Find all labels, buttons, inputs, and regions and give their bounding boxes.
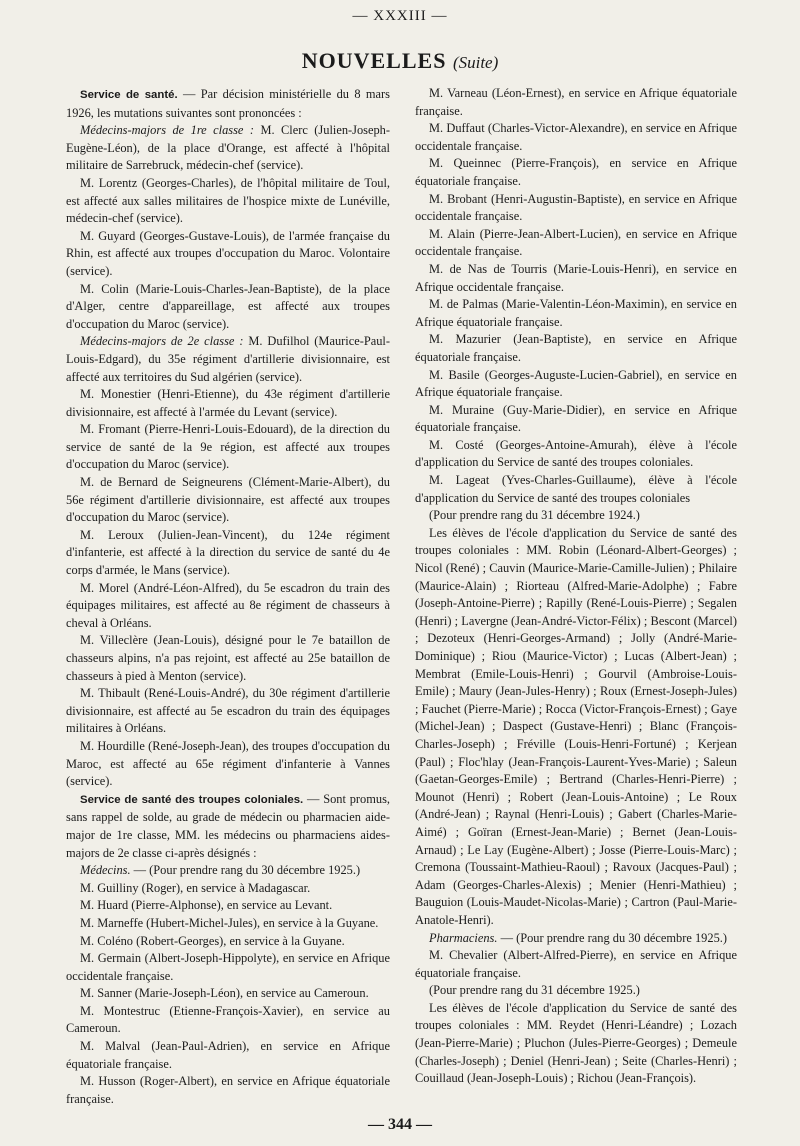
paragraph	[66, 86, 390, 122]
paragraph: M. Guilliny (Roger), en service à Madagascar.	[80, 880, 311, 895]
paragraph: M. Leroux (Julien-Jean-Vincent), du 124e régiment d'infanterie, est affecté à la direction du service de santé du 4e corps d'armée, le Mans (service).	[66, 527, 390, 578]
paragraph-text: M. Dufilhol (Maurice-Paul-Louis-Edgard), du 35e régiment d'artillerie divisionnaire, est affecté aux territoires du Sud algérien (service).	[66, 334, 390, 384]
paragraph: M. Malval (Jean-Paul-Adrien), en service en Afrique équatoriale française.	[66, 1039, 390, 1071]
paragraph: M. Thibault (René-Louis-André), du 30e régiment d'artillerie divisionnaire, est affecté au 5e escadron du train des équipages militaires à Orléans.	[66, 686, 390, 736]
paragraph: M. Chevalier (Albert-Alfred-Pierre), en service en Afrique équatoriale française.	[415, 948, 737, 980]
paragraph: M. Monestier (Henri-Etienne), du 43e régiment d'artillerie divisionnaire, est affecté à l'armée du Levant (service).	[66, 387, 390, 419]
paragraph: M. de Palmas (Marie-Valentin-Léon-Maximin), en service en Afrique équatoriale française.	[415, 297, 737, 329]
paragraph: M. Fromant (Pierre-Henri-Louis-Edouard), de la direction du service de santé de la 9e région, est affecté aux troupes d'occupation du Maroc (service).	[66, 422, 390, 472]
paragraph	[66, 333, 390, 386]
paragraph: M. Huard (Pierre-Alphonse), en service au Levant.	[80, 898, 333, 913]
page-number: — 344 —	[368, 1116, 432, 1133]
paragraph: M. de Nas de Tourris (Marie-Louis-Henri), en service en Afrique occidentale française.	[415, 261, 737, 294]
paragraph: M. Sanner (Marie-Joseph-Léon), en service au Cameroun.	[80, 986, 369, 1001]
paragraph-text: — (Pour prendre rang du 30 décembre 1925.)	[497, 930, 727, 945]
paragraph: (Pour prendre rang du 31 décembre 1925.)	[429, 983, 640, 998]
paragraph: M. Queinnec (Pierre-François), en service en Afrique équatoriale française.	[415, 156, 737, 188]
section-title	[0, 48, 800, 74]
paragraph	[66, 862, 390, 880]
paragraph: M. Guyard (Georges-Gustave-Louis), de l'armée française du Rhin, est affecté aux troupes d'occupation du Maroc. Volontaire (service).	[66, 228, 390, 278]
paragraph-italic: Pharmaciens.	[429, 930, 498, 945]
roman-page-number: — XXXIII —	[352, 8, 448, 24]
paragraph: M. Villeclère (Jean-Louis), désigné pour le 7e bataillon de chasseurs alpins, n'a pas rejoint, est affecté au 25e bataillon de chasseurs à pied à Menton (service).	[66, 633, 390, 683]
paragraph-italic: Médecins-majors de 2e classe :	[80, 334, 244, 349]
paragraph: M. Colin (Marie-Louis-Charles-Jean-Baptiste), de la place d'Alger, centre d'appareillage, est affecté aux troupes d'occupation du Maroc (service).	[66, 281, 390, 331]
paragraph-text: — Sont promus, sans rappel de solde, au grade de médecin ou pharmacien aide-major de 1re classe, MM. les médecins ou pharmaciens aides-majors de 2e classe ci-après désignés :	[66, 791, 390, 860]
paragraph	[66, 122, 390, 175]
paragraph: M. Morel (André-Léon-Alfred), du 5e escadron du train des équipages militaires, est affecté au 8e régiment de chasseurs à cheval à Orléans.	[66, 580, 390, 630]
paragraph: M. Hourdille (René-Joseph-Jean), des troupes d'occupation du Maroc, est affecté au 65e régiment d'infanterie à Vannes (service).	[66, 738, 390, 789]
paragraph: M. Coléno (Robert-Georges), en service à la Guyane.	[80, 933, 345, 948]
paragraph: M. Muraine (Guy-Marie-Didier), en service en Afrique équatoriale française.	[415, 402, 737, 435]
paragraph-text: — Par décision ministérielle du 8 mars 1926, les mutations suivantes sont prononcées :	[66, 87, 390, 120]
paragraph	[415, 930, 737, 948]
paragraph: Les élèves de l'école d'application du Service de santé des troupes coloniales : MM. Reydet (Henri-Léandre) ; Lozach (Jean-Pierre-Marie) ; Pluchon (Jules-Pierre-Georges) ; Demeule (Charles-Joseph) ; Deniel (Henri-Jean) ; Seite (Charles-Henri) ; Couillaud (Jean-Joseph-Louis) ; Richou (Jean-François).	[415, 1000, 737, 1086]
paragraph-heading: Service de santé.	[80, 89, 178, 101]
paragraph: Les élèves de l'école d'application du Service de santé des troupes coloniales : MM. Robin (Léonard-Albert-Georges) ; Nicol (René) ; Cauvin (Maurice-Marie-Camille-Julien) ; Philaire (Maurice-Alain) ; Riorteau (Alfred-Marie-Adolphe) ; Fabre (Joseph-Antoine-Pierre) ; Rapilly (René-Louis-Pierre) ; Segalen (Henri) ; Lavergne (Jean-André-Victor-Félix) ; Bescont (Marcel) ; Dezoteux (Henri-Georges-Armand) ; Jolly (André-Marie-Dominique) ; Riou (Maurice-Victor) ; Lucas (Albert-Jean) ; Membrat (Emile-Louis-Henri) ; Gourvil (Ambroise-Louis-Emile) ; Maury (Jean-Jules-Henry) ; Roux (Ernest-Joseph-Jules) ; Fauchet (Pierre-Marie) ; Rocca (Victor-François-Ernest) ; Gaye (Michel-Jean) ; Daspect (Gustave-Henri) ; Blanc (François-Charles-Joseph) ; Fréville (Louis-Henri-Fortuné) ; Kerjean (Paul) ; Floc'hlay (Jean-François-Laurent-Yves-Marie) ; Saleun (Gaetan-Georges-Emile) ; Bertrand (Charles-Henri-Pierre) ; Mounot (Henri) ; Robert (Jean-Louis-Antoine) ; Le Roux (André-Jean) ; Raynal (Henri-Louis) ; Gabert (Charles-Marie-Aimé) ; Goïran (Ernest-Jean-Marie) ; Bernet (Jean-Louis-Arnaud) ; Le Lay (Eugène-Albert) ; Josse (Pierre-Louis-Marc) ; Cremona (Toussaint-Mathieu-Raoul) ; Ravoux (Jacques-Paul) ; Adam (Georges-Charles-Alexis) ; Menier (Henri-Mathieu) ; Bauguion (Louis-Maudet-Nicolas-Marie) ; Cartron (Paul-Marie-Anatole-Henri).	[415, 525, 737, 927]
title-main: NOUVELLES	[301, 48, 447, 73]
paragraph-italic: Médecins-majors de 1re classe :	[80, 123, 254, 138]
paragraph: M. Costé (Georges-Antoine-Amurah), élève à l'école d'application du Service de santé des troupes coloniales.	[415, 437, 737, 470]
paragraph: M. Husson (Roger-Albert), en service en Afrique équatoriale française.	[66, 1074, 390, 1106]
paragraph	[66, 791, 390, 862]
paragraph: M. Alain (Pierre-Jean-Albert-Lucien), en service en Afrique occidentale française.	[415, 226, 737, 259]
paragraph-text: M. Clerc (Julien-Joseph-Eugène-Léon), de la place d'Orange, est affecté à l'hôpital militaire de Sarrebruck, médecin-chef (service).	[66, 123, 391, 173]
paragraph: M. Lorentz (Georges-Charles), de l'hôpital militaire de Toul, est affecté aux salles militaires de l'hospice mixte de Lunéville, médecin-chef (service).	[66, 175, 390, 226]
right-column	[415, 85, 737, 1088]
paragraph: M. Lageat (Yves-Charles-Guillaume), élève à l'école d'application du Service de santé des troupes coloniales	[415, 473, 737, 505]
paragraph: M. Varneau (Léon-Ernest), en service en Afrique équatoriale française.	[415, 86, 737, 118]
paragraph-italic: Médecins.	[80, 863, 131, 878]
title-suite: (Suite)	[452, 53, 499, 72]
paragraph: M. Germain (Albert-Joseph-Hippolyte), en service en Afrique occidentale française.	[66, 951, 390, 983]
paragraph: M. Duffaut (Charles-Victor-Alexandre), en service en Afrique occidentale française.	[415, 121, 737, 153]
paragraph: M. Mazurier (Jean-Baptiste), en service en Afrique équatoriale française.	[415, 332, 737, 364]
paragraph: M. Montestruc (Etienne-François-Xavier), en service au Cameroun.	[66, 1003, 390, 1036]
paragraph: M. Brobant (Henri-Augustin-Baptiste), en service en Afrique occidentale française.	[415, 191, 737, 224]
paragraph: M. de Bernard de Seigneurens (Clément-Marie-Albert), du 56e régiment d'artillerie divisionnaire, est affecté aux troupes d'occupation du Maroc (service).	[66, 475, 390, 525]
paragraph: M. Basile (Georges-Auguste-Lucien-Gabriel), en service en Afrique équatoriale française.	[415, 367, 737, 400]
left-column	[66, 86, 390, 1108]
paragraph-text: — (Pour prendre rang du 30 décembre 1925.)	[130, 863, 361, 878]
paragraph-heading: Service de santé des troupes coloniales.	[80, 793, 304, 806]
paragraph: (Pour prendre rang du 31 décembre 1924.)	[429, 508, 640, 523]
paragraph: M. Marneffe (Hubert-Michel-Jules), en service à la Guyane.	[80, 915, 379, 930]
